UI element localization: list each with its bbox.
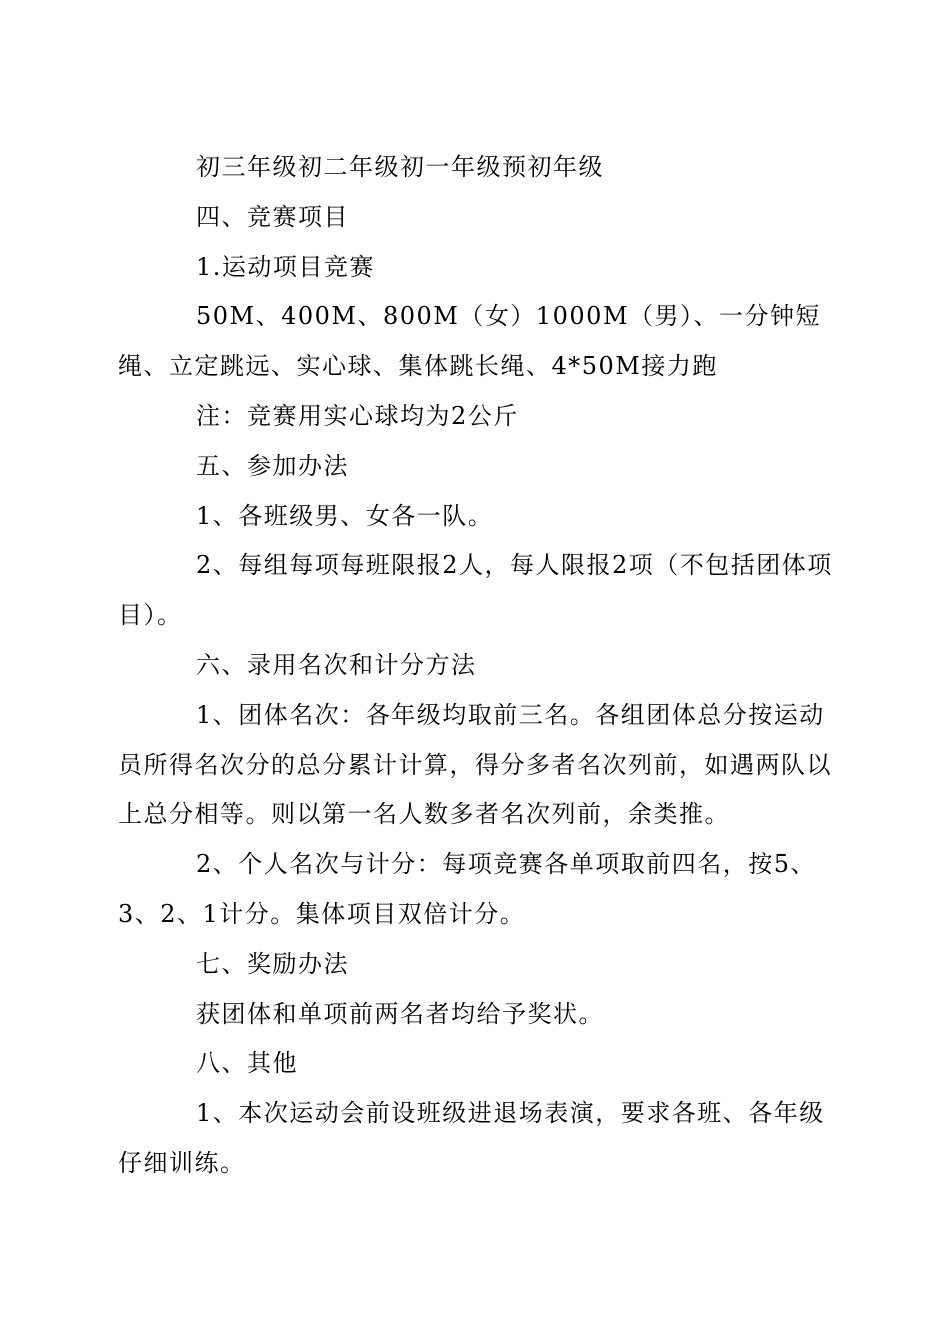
- section-heading-participation: 五、参加办法: [196, 451, 349, 480]
- participation-rule-1: 1、各班级男、女各一队。: [196, 501, 494, 530]
- subheading-sports-events: 1.运动项目竞赛: [196, 252, 375, 281]
- section-heading-awards: 七、奖励办法: [196, 949, 349, 978]
- other-rule-1: 1、本次运动会前设班级进退场表演，要求各班、各年级仔细训练。: [118, 1099, 825, 1177]
- scoring-rule-team: 1、团体名次：各年级均取前三名。各组团体总分按运动员所得名次分的总分累计计算，得分多者名次列前，如遇两队以上总分相等。则以第一名人数多者名次列前，余类推。: [118, 700, 832, 829]
- awards-rule: 获团体和单项前两名者均给予奖状。: [196, 999, 604, 1028]
- section-heading-other: 八、其他: [196, 1049, 298, 1078]
- section-heading-scoring: 六、录用名次和计分方法: [196, 650, 477, 679]
- grade-list: 初三年级初二年级初一年级预初年级: [196, 153, 604, 181]
- note-shot-put: 注：竞赛用实心球均为2公斤: [196, 401, 519, 430]
- document-body: [118, 143, 834, 1189]
- scoring-rule-individual: 2、个人名次与计分：每项竞赛各单项取前四名，按5、3、2、1计分。集体项目双倍计分。: [118, 850, 817, 928]
- participation-rule-2: 2、每组每项每班限报2人，每人限报2项（不包括团体项目）。: [118, 551, 833, 630]
- event-list: 50M、400M、800M（女）1000M（男）、一分钟短绳、立定跳远、实心球、集体跳长绳、4*50M接力跑: [118, 302, 822, 381]
- section-heading-events: 四、竞赛项目: [196, 202, 349, 231]
